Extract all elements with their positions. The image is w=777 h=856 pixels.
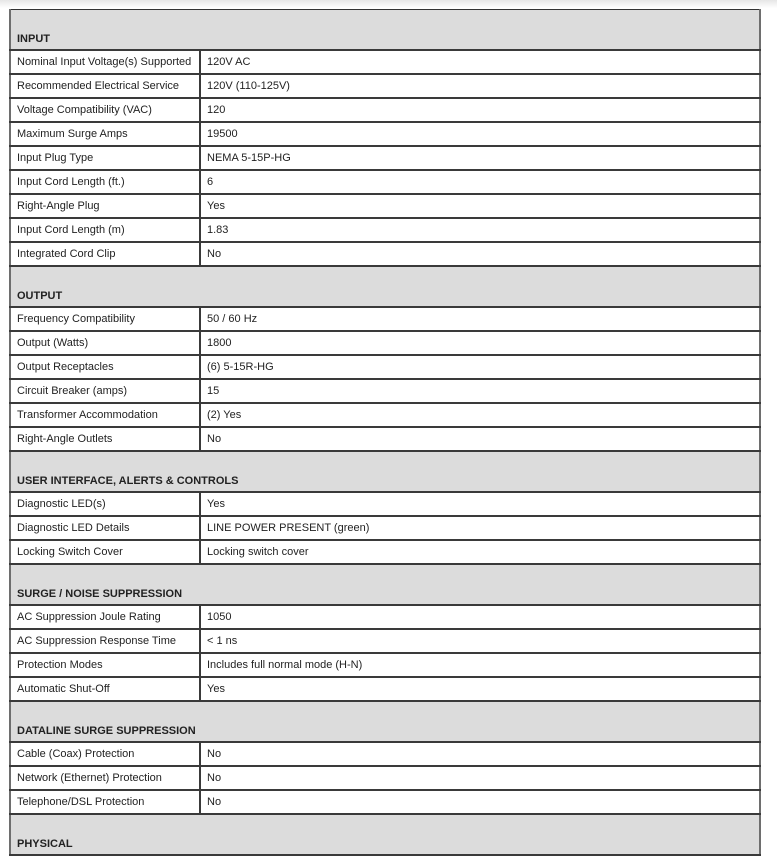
spec-label: Automatic Shut-Off (10, 677, 200, 701)
spec-value: Includes full normal mode (H-N) (200, 653, 760, 677)
spec-label: Input Cord Length (m) (10, 218, 200, 242)
spec-label: Integrated Cord Clip (10, 242, 200, 266)
spec-label: Diagnostic LED Details (10, 516, 200, 540)
spec-value: No (200, 742, 760, 766)
spec-row (10, 242, 760, 266)
page-top-shadow (0, 0, 777, 8)
spec-label: Circuit Breaker (amps) (10, 379, 200, 403)
spec-label: Network (Ethernet) Protection (10, 766, 200, 790)
spec-row (10, 492, 760, 516)
spec-value: 1800 (200, 331, 760, 355)
spec-label: Input Cord Length (ft.) (10, 170, 200, 194)
spec-table (9, 9, 761, 856)
spec-label: Nominal Input Voltage(s) Supported (10, 50, 200, 74)
section-title: SURGE / NOISE SUPPRESSION (10, 564, 760, 605)
spec-label: Output (Watts) (10, 331, 200, 355)
spec-label: AC Suppression Response Time (10, 629, 200, 653)
spec-row (10, 540, 760, 564)
spec-value: Yes (200, 492, 760, 516)
spec-row (10, 170, 760, 194)
spec-value: < 1 ns (200, 629, 760, 653)
spec-row (10, 605, 760, 629)
spec-value: 120V AC (200, 50, 760, 74)
spec-value: No (200, 242, 760, 266)
spec-table-body (10, 10, 760, 856)
section-title: USER INTERFACE, ALERTS & CONTROLS (10, 451, 760, 492)
spec-label: Output Receptacles (10, 355, 200, 379)
section-title: INPUT (10, 10, 760, 51)
spec-value: 1.83 (200, 218, 760, 242)
spec-label: Right-Angle Plug (10, 194, 200, 218)
spec-row (10, 307, 760, 331)
spec-value: 120V (110-125V) (200, 74, 760, 98)
spec-row (10, 653, 760, 677)
spec-row (10, 122, 760, 146)
spec-row (10, 355, 760, 379)
spec-row (10, 629, 760, 653)
spec-label: Telephone/DSL Protection (10, 790, 200, 814)
spec-value: 15 (200, 379, 760, 403)
section-header (10, 10, 760, 51)
spec-value: 50 / 60 Hz (200, 307, 760, 331)
spec-value: 1050 (200, 605, 760, 629)
spec-row (10, 427, 760, 451)
spec-value: No (200, 427, 760, 451)
spec-value: (2) Yes (200, 403, 760, 427)
section-title: PHYSICAL (10, 814, 760, 855)
spec-row (10, 766, 760, 790)
spec-row (10, 218, 760, 242)
spec-value: No (200, 766, 760, 790)
spec-row (10, 677, 760, 701)
spec-row (10, 379, 760, 403)
spec-label: Transformer Accommodation (10, 403, 200, 427)
spec-row (10, 194, 760, 218)
spec-row (10, 790, 760, 814)
spec-value: Locking switch cover (200, 540, 760, 564)
section-header (10, 701, 760, 742)
spec-row (10, 98, 760, 122)
spec-value: NEMA 5-15P-HG (200, 146, 760, 170)
section-header (10, 451, 760, 492)
section-header (10, 564, 760, 605)
spec-label: Frequency Compatibility (10, 307, 200, 331)
spec-value: 19500 (200, 122, 760, 146)
spec-label: Recommended Electrical Service (10, 74, 200, 98)
spec-value: 120 (200, 98, 760, 122)
spec-row (10, 74, 760, 98)
spec-row (10, 516, 760, 540)
spec-label: Input Plug Type (10, 146, 200, 170)
section-title: OUTPUT (10, 266, 760, 307)
spec-value: (6) 5-15R-HG (200, 355, 760, 379)
spec-row (10, 50, 760, 74)
spec-label: Maximum Surge Amps (10, 122, 200, 146)
spec-label: Cable (Coax) Protection (10, 742, 200, 766)
spec-value: Yes (200, 194, 760, 218)
spec-value: LINE POWER PRESENT (green) (200, 516, 760, 540)
spec-label: Voltage Compatibility (VAC) (10, 98, 200, 122)
section-title: DATALINE SURGE SUPPRESSION (10, 701, 760, 742)
spec-label: Diagnostic LED(s) (10, 492, 200, 516)
section-header (10, 266, 760, 307)
spec-row (10, 742, 760, 766)
spec-row (10, 146, 760, 170)
spec-label: Locking Switch Cover (10, 540, 200, 564)
section-header (10, 814, 760, 855)
spec-row (10, 403, 760, 427)
spec-value: No (200, 790, 760, 814)
spec-value: 6 (200, 170, 760, 194)
spec-label: AC Suppression Joule Rating (10, 605, 200, 629)
spec-row (10, 331, 760, 355)
spec-value: Yes (200, 677, 760, 701)
spec-label: Right-Angle Outlets (10, 427, 200, 451)
spec-label: Protection Modes (10, 653, 200, 677)
